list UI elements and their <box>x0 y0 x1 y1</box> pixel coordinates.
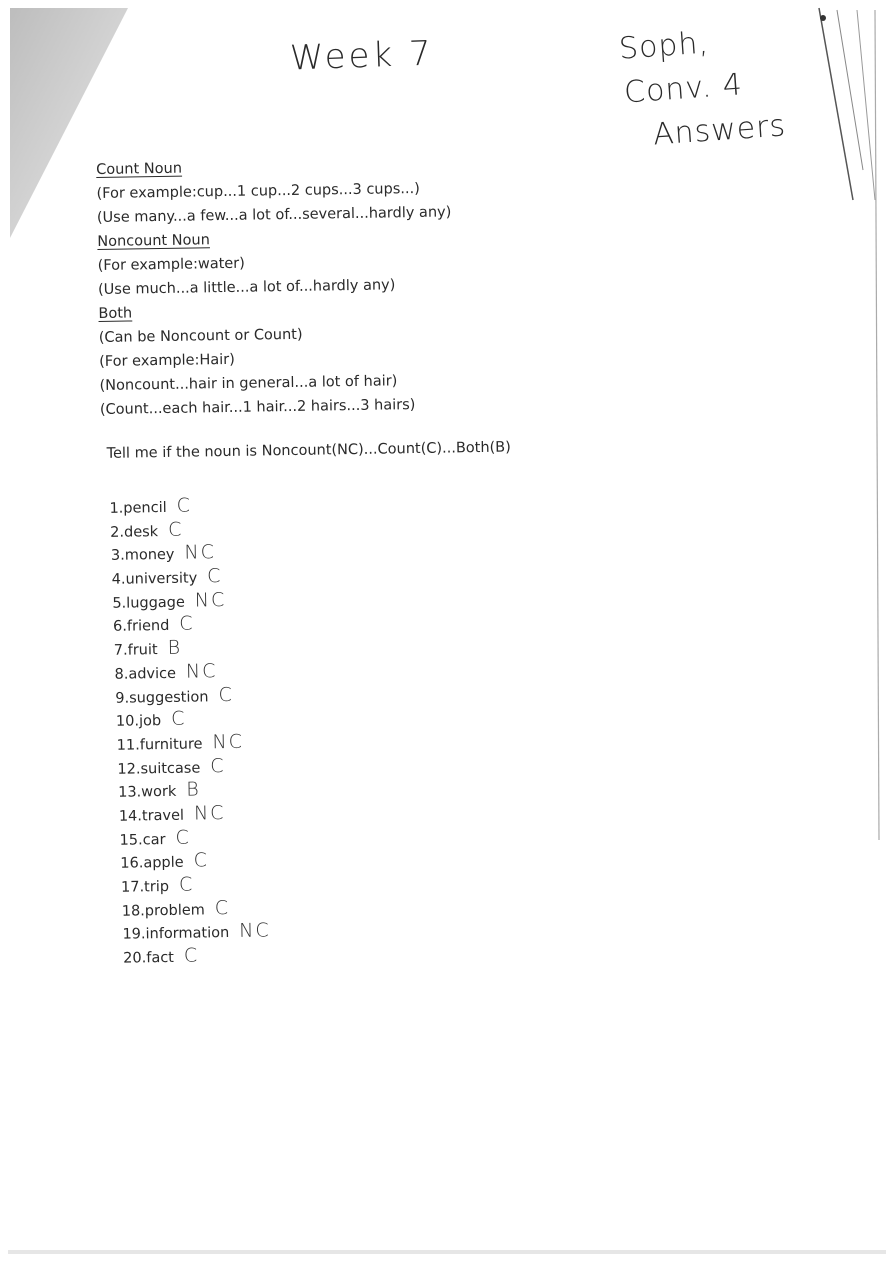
scan-bottom-edge <box>8 1250 886 1254</box>
noun-label: 19.information <box>122 925 230 944</box>
handwritten-answer: C <box>210 754 226 777</box>
handwritten-corner-note <box>618 17 788 160</box>
noun-label: 8.advice <box>114 665 177 683</box>
count-noun-heading: Count Noun <box>96 160 183 178</box>
noun-label: 1.pencil <box>109 499 167 517</box>
noun-label: 6.friend <box>112 618 170 636</box>
handwritten-answer: C <box>175 826 191 849</box>
noun-label: 13.work <box>118 784 177 801</box>
handwritten-answer: NC <box>194 588 227 612</box>
handwritten-answer: C <box>207 565 223 588</box>
handwritten-answer: C <box>176 494 193 517</box>
noun-label: 5.luggage <box>112 594 185 612</box>
noun-label: 15.car <box>119 831 166 849</box>
noncount-noun-line: (For example:water) <box>97 255 246 274</box>
handwritten-answer: C <box>167 518 184 541</box>
noun-label: 11.furniture <box>116 736 203 754</box>
handwritten-answer: B <box>167 636 183 660</box>
instruction-text: Tell me if the noun is Noncount(NC)...Count(C)...Both(B) <box>106 439 511 462</box>
scan-shadow-right-edge <box>813 0 893 860</box>
handwritten-answer: C <box>218 683 234 706</box>
handwritten-answer: C <box>178 873 195 896</box>
noun-label: 10.job <box>115 713 162 730</box>
handwritten-answer: B <box>186 778 201 801</box>
both-line: (Noncount...hair in general...a lot of hair) <box>99 373 398 394</box>
handwritten-answer: NC <box>193 801 226 825</box>
handwritten-answer: C <box>214 896 231 919</box>
noun-label: 9.suggestion <box>115 688 209 707</box>
corner-note-line: Answers <box>651 108 788 153</box>
handwritten-answer: NC <box>212 730 245 754</box>
noun-label: 4.university <box>111 570 198 588</box>
handwritten-answer: C <box>170 707 187 731</box>
noun-list <box>109 487 668 969</box>
noun-label: 18.problem <box>121 902 205 920</box>
handwritten-answer: NC <box>239 919 271 943</box>
noun-label: 17.trip <box>120 878 170 896</box>
noun-label: 20.fact <box>123 949 175 967</box>
handwritten-answer: C <box>179 612 195 636</box>
handwritten-answer: NC <box>184 541 217 565</box>
noun-label: 7.fruit <box>113 642 158 659</box>
both-line: (Count...each hair...1 hair...2 hairs...3 hairs) <box>99 397 416 418</box>
handwritten-answer: C <box>193 849 210 872</box>
noun-label: 2.desk <box>110 523 159 541</box>
corner-note-line: Soph, <box>617 25 711 67</box>
both-heading: Both <box>98 305 133 322</box>
noncount-noun-line: (Use much...a little...a lot of...hardly any) <box>97 277 396 298</box>
noun-label: 12.suitcase <box>117 760 201 778</box>
handwritten-answer: C <box>183 944 200 967</box>
noun-label: 3.money <box>110 547 175 565</box>
worksheet-content <box>96 149 669 969</box>
noun-label: 14.travel <box>118 807 185 825</box>
noun-label: 16.apple <box>120 855 184 873</box>
count-noun-line: (Use many...a few...a lot of...several...hardly any) <box>96 204 452 226</box>
both-line: (For example:Hair) <box>99 351 235 370</box>
corner-note-line: Conv. 4 <box>622 67 744 111</box>
handwritten-title: Week 7 <box>289 33 435 79</box>
noncount-noun-heading: Noncount Noun <box>97 232 210 250</box>
both-line: (Can be Noncount or Count) <box>98 326 303 346</box>
handwritten-answer: NC <box>185 659 218 683</box>
count-noun-line: (For example:cup...1 cup...2 cups...3 cups...) <box>96 180 420 202</box>
